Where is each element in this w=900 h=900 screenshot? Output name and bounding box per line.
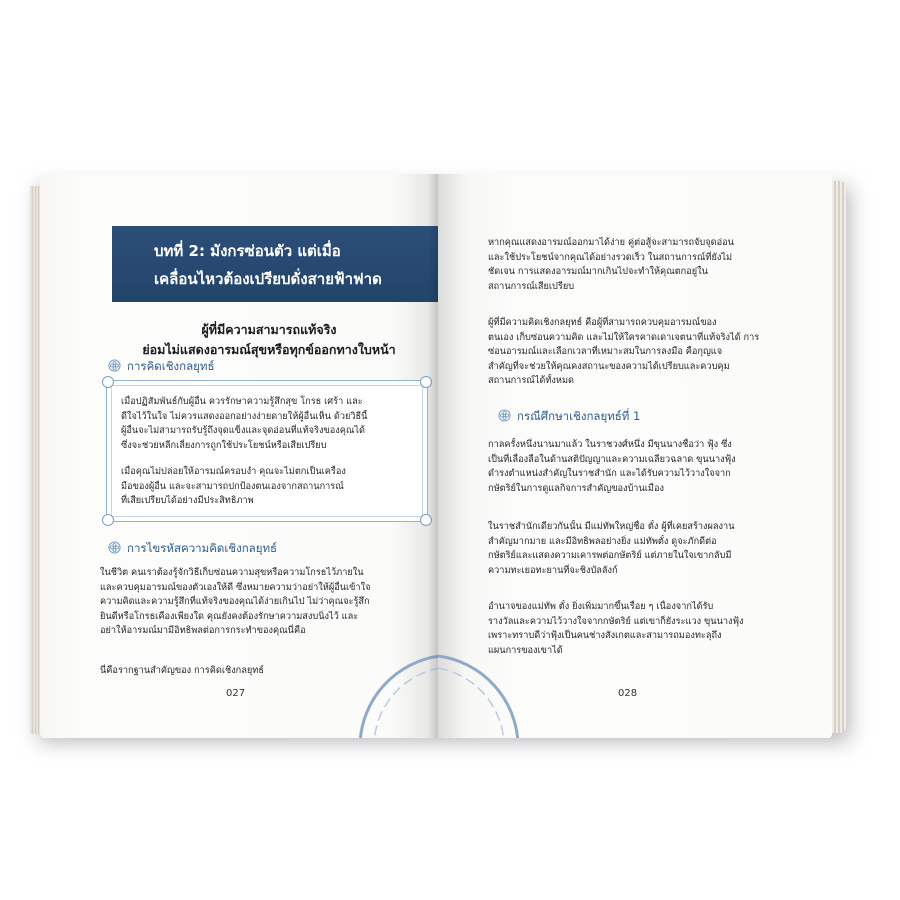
subheading-line2: ย่อมไม่แสดงอารมณ์สุขหรือทุกข์ออกทางใบหน้า: [142, 342, 396, 357]
decorative-circle-left: [330, 648, 440, 738]
section-heading-case-study: [498, 408, 640, 426]
corner-ornament: [102, 514, 114, 526]
text-line: ที่เสียเปรียบได้อย่างมีประสิทธิภาพ: [121, 495, 254, 507]
section-heading-label: กรณีศึกษาเชิงกลยุทธ์ที่ 1: [517, 409, 641, 423]
text-line: อำนาจของแม่ทัพ ตั๋ง ยิ่งเพิ่มมากขึ้นเรื่อย ๆ เนื่องจากได้รับ: [488, 601, 714, 612]
text-line: เพราะทราบดีว่าฟุ้งเป็นคนช่างสังเกตและสามารถมองทะลุถึง: [488, 630, 722, 642]
section-heading-strategic-thinking: [108, 358, 214, 376]
flower-icon: [108, 359, 121, 372]
callout-paragraph-2: [121, 465, 417, 509]
text-line: นี่คือรากฐานสำคัญของ การคิดเชิงกลยุทธ์: [100, 665, 264, 676]
chapter-title-line1: บทที่ 2: มังกรซ่อนตัว แต่เมื่อ: [154, 242, 341, 260]
text-line: ดีใจไว้ในใจ ไม่ควรแสดงออกอย่างง่ายดายให้ผู้อื่นเห็น ด้วยวิธีนี้: [121, 410, 368, 422]
callout-paragraph-1: [121, 395, 417, 453]
section-heading-label: การคิดเชิงกลยุทธ์: [127, 359, 215, 373]
right-paragraph-3: [488, 438, 816, 496]
right-paragraph-1: [488, 236, 816, 294]
text-line: รางวัลและความไว้วางใจจากกษัตริย์ แต่เขาก็ยังระแวง ขุนนางฟุ้ง: [488, 615, 744, 627]
text-line: เมื่อปฏิสัมพันธ์กับผู้อื่น ควรรักษาความรู้สึกสุข โกรธ เศร้า และ: [121, 396, 363, 407]
text-line: ผู้อื่นจะไม่สามารถรับรู้ถึงจุดแข็งและจุดอ่อนที่แท้จริงของคุณได้: [121, 425, 365, 437]
text-line: เป็นที่เลื่องลือในด้านสติปัญญาและความเฉลียวฉลาด ขุนนางฟุ้ง: [488, 453, 736, 465]
text-line: ซ่อนอารมณ์และเลือกเวลาที่เหมาะสมในการลงมือ คือกุญแจ: [488, 346, 723, 358]
decorative-circle-right: [438, 648, 548, 738]
text-line: ผู้ที่มีความคิดเชิงกลยุทธ์ คือผู้ที่สามารถควบคุมอารมณ์ของ: [488, 317, 717, 328]
text-line: อย่าให้อารมณ์มามีอิทธิพลต่อการกระทำของคุณนี่คือ: [100, 625, 306, 637]
text-line: แผนการของเขาได้: [488, 644, 563, 656]
page-number-left: 027: [226, 688, 246, 699]
section-heading-decoding: [108, 540, 277, 558]
chapter-title-line2: เคลื่อนไหวต้องเปรียบดั่งสายฟ้าฟาด: [154, 270, 382, 288]
text-line: มือของผู้อื่น และจะสามารถปกป้องตนเองจากสถานการณ์: [121, 480, 344, 492]
text-line: สถานการณ์เสียเปรียบ: [488, 280, 575, 292]
text-line: ตนเอง เก็บซ่อนความคิด และไม่ให้ใครคาดเดาเจตนาที่แท้จริงได้ การ: [488, 331, 760, 343]
text-line: สำคัญที่จะช่วยให้คุณคงสถานะของความได้เปรียบและควบคุม: [488, 360, 730, 372]
page-number-right: 028: [618, 688, 638, 699]
text-line: ยินดีหรือโกรธเคืองเพียงใด คุณยังคงต้องรักษาความสงบนิ่งไว้ และ: [100, 610, 359, 622]
text-line: สถานการณ์ได้ทั้งหมด: [488, 375, 574, 387]
text-line: และใช้ประโยชน์จากคุณได้อย่างรวดเร็ว ในสถานการณ์ที่ยังไม่: [488, 251, 733, 263]
right-page: [438, 174, 832, 738]
chapter-banner: [112, 226, 440, 302]
body-paragraph: [100, 566, 426, 639]
text-line: ในชีวิต คนเราต้องรู้จักวิธีเก็บซ่อนความสุขหรือความโกรธไว้ภายใน: [100, 567, 364, 578]
section-heading-label: การไขรหัสความคิดเชิงกลยุทธ์: [127, 541, 278, 555]
text-line: ดำรงตำแหน่งสำคัญในราชสำนัก และได้รับความไว้วางใจจาก: [488, 468, 731, 480]
text-line: ชัดเจน การแสดงอารมณ์มากเกินไปจะทำให้คุณตกอยู่ใน: [488, 266, 708, 278]
flower-icon: [108, 541, 121, 554]
subheading-line1: ผู้ที่มีความสามารถแท้จริง: [201, 322, 337, 337]
corner-ornament: [102, 376, 114, 388]
text-line: ความคิดและความรู้สึกที่แท้จริงของคุณได้ง่ายเกินไป ไม่ว่าคุณจะรู้สึก: [100, 596, 370, 608]
flower-icon: [498, 409, 511, 422]
text-line: ซึ่งจะช่วยหลีกเลี่ยงการถูกใช้ประโยชน์หรือเสียเปรียบ: [121, 439, 327, 451]
callout-box: [106, 380, 428, 522]
text-line: ในราชสำนักเดียวกันนั้น มีแม่ทัพใหญ่ชื่อ ตั๋ง ผู้ที่เคยสร้างผลงาน: [488, 521, 735, 532]
text-line: และควบคุมอารมณ์ของตัวเองให้ดี ซึ่งหมายความว่าอย่าให้ผู้อื่นเข้าใจ: [100, 581, 371, 593]
text-line: กาลครั้งหนึ่งนานมาแล้ว ในราชวงศ์หนึ่ง มีขุนนางชื่อว่า ฟุ้ง ซึ่ง: [488, 439, 732, 450]
text-line: กษัตริย์ในการดูแลกิจการสำคัญของบ้านเมือง: [488, 482, 664, 494]
right-paragraph-2: [488, 316, 816, 389]
text-line: เมื่อคุณไม่ปล่อยให้อารมณ์ครอบงำ คุณจะไม่ตกเป็นเครื่อง: [121, 466, 346, 477]
text-line: ความทะเยอทะยานที่จะชิงบัลลังก์: [488, 564, 618, 576]
text-line: สำคัญมากมาย และมีอิทธิพลอย่างยิ่ง แม่ทัพตั๋ง ดูจะภักดีต่อ: [488, 535, 717, 547]
text-line: กษัตริย์และแสดงความเคารพต่อกษัตริย์ แต่ภายในใจเขากลับมี: [488, 550, 732, 562]
text-line: หากคุณแสดงอารมณ์ออกมาได้ง่าย คู่ต่อสู้จะสามารถจับจุดอ่อน: [488, 237, 734, 248]
right-paragraph-4: [488, 520, 816, 578]
left-page: [40, 174, 440, 738]
